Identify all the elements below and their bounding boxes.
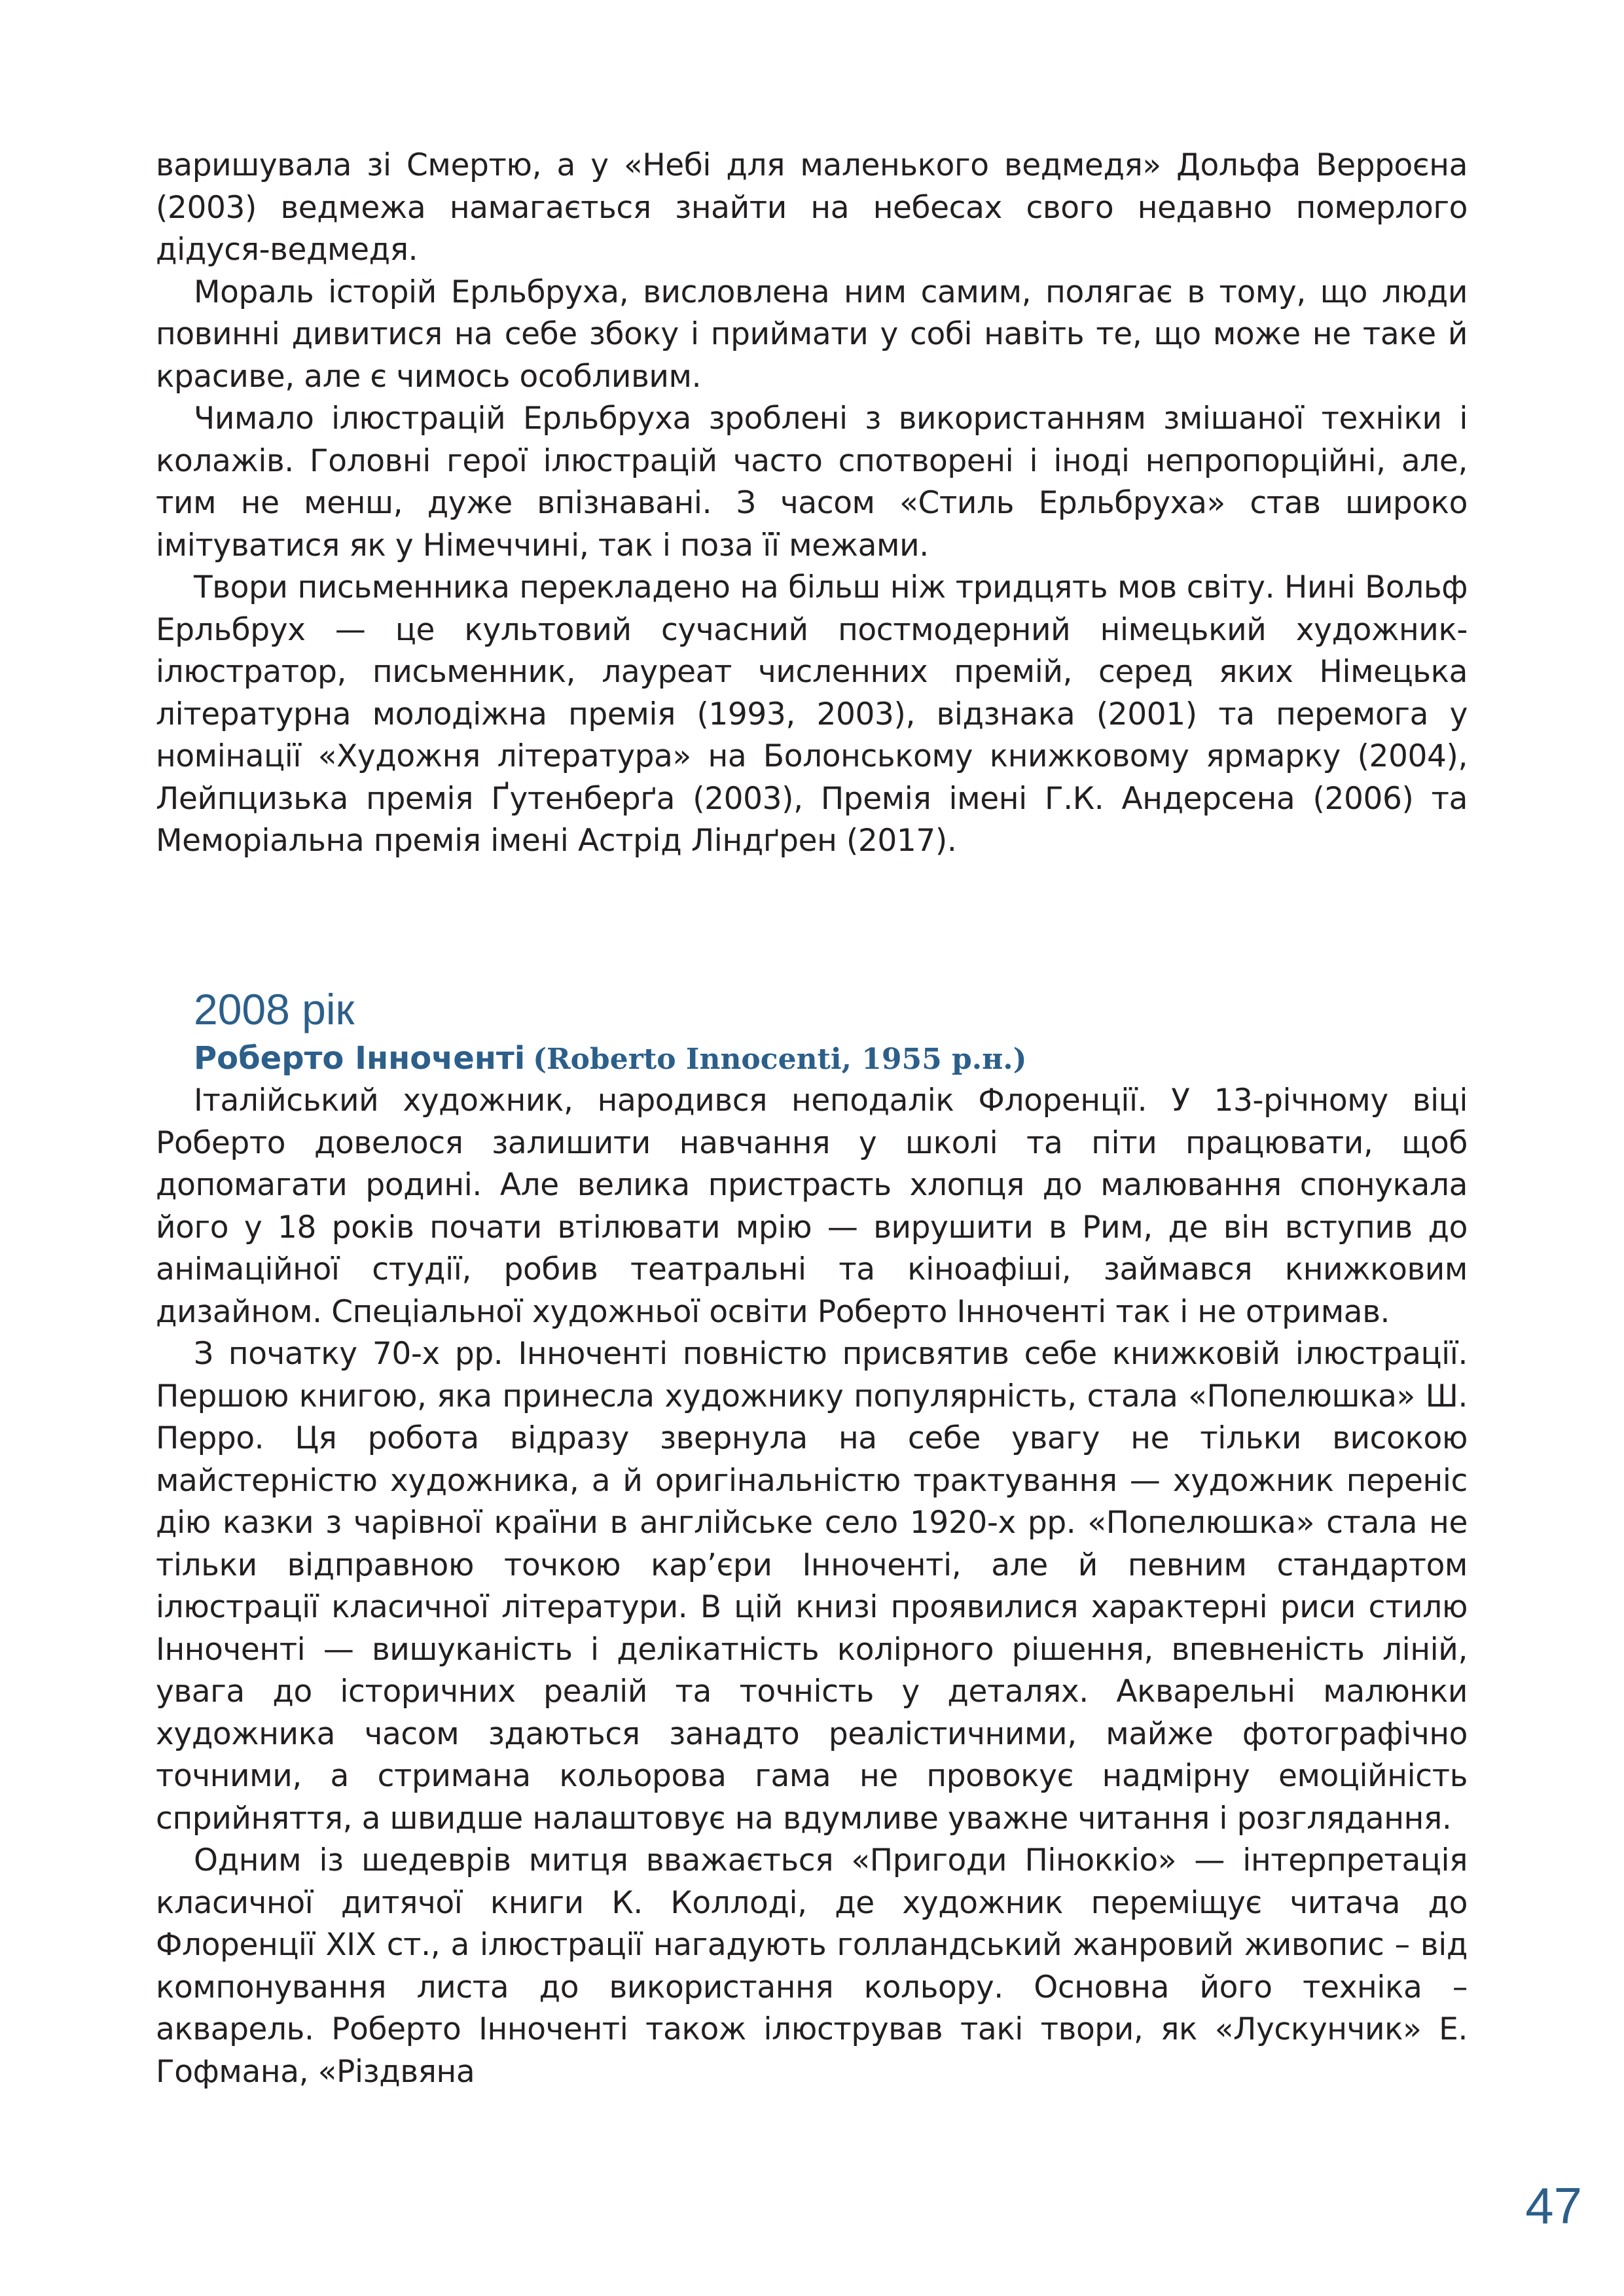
year-heading: 2008 рік (194, 985, 355, 1033)
artist-heading (194, 1037, 1026, 1081)
page-number: 47 (1525, 2177, 1582, 2234)
paragraph: варишувала зі Смертю, а у «Небі для маленького ведмедя» Дольфа Верроєна (2003) ведмежа намагається знайти на небесах свого недавно померлого дідуся-ведмедя. (156, 147, 1468, 268)
section-innocenti (156, 1080, 1468, 2093)
artist-original-name: (Roberto Innocenti, 1955 р.н.) (533, 1043, 1027, 1076)
section-erlbruch-continuation (156, 145, 1468, 863)
paragraph: Твори письменника перекладено на більш ніж тридцять мов світу. Нині Вольф Ерльбрух — це культовий сучасний постмодерний німецький художник-ілюстратор, письменник, лауреат численних премій, серед яких Німецька літературна молодіжна премія (1993, 2003), відзнака (2001) та перемога у номінації «Художня література» на Болонському книжковому ярмарку (2004), Лейпцизька премія Ґутенберґа (2003), Премія імені Г.К. Андерсена (2006) та Меморіальна премія імені Астрід Ліндґрен (2017). (156, 569, 1468, 859)
paragraph: З початку 70-х рр. Інноченті повністю присвятив себе книжковій ілюстрації. Першою книгою, яка принесла художнику популярність, стала «Попелюшка» Ш. Перро. Ця робота відразу звернула на себе увагу не тільки високою майстерністю художника, а й оригінальністю трактування — художник переніс дію казки з чарівної країни в англійське село 1920-х рр. «Попелюшка» стала не тільки відправною точкою кар’єри Інноченті, але й певним стандартом ілюстрації класичної літератури. В цій книзі проявилися характерні риси стилю Інноченті — вишуканість і делікатність колірного рішення, впевненість ліній, увага до історичних реалій та точність у деталях. Акварельні малюнки художника часом здаються занадто реалістичними, майже фотографічно точними, а стримана кольорова гама не провокує надмірну емоційність сприйняття, а швидше налаштовує на вдумливе уважне читання і розглядання. (156, 1336, 1468, 1837)
paragraph: Чимало ілюстрацій Ерльбруха зроблені з використанням змішаної техніки і колажів. Головні герої ілюстрацій часто спотворені і іноді непропорційні, але, тим не менш, дуже впізнавані. З часом «Стиль Ерльбруха» став широко імітуватися як у Німеччині, так і поза її межами. (156, 401, 1468, 564)
paragraph: Італійський художник, народився неподалік Флоренції. У 13-річному віці Роберто довелося залишити навчання у школі та піти працювати, щоб допомагати родині. Але велика пристрасть хлопця до малювання спонукала його у 18 років почати втілювати мрію — вирушити в Рим, де він вступив до анімаційної студії, робив театральні та кіноафіші, займався книжковим дизайном. Спеціальної художньої освіти Роберто Інноченті так і не отримав. (156, 1083, 1468, 1330)
paragraph: Одним із шедеврів митця вважається «Пригоди Пінοккіо» — інтерпретація класичної дитячої книги К. Коллоді, де художник переміщує читача до Флоренції XIX ст., а ілюстрації нагадують голландський жанровий живопис – від компонування листа до використання кольору. Основна його техніка – акварель. Роберто Інноченті також ілюстрував такі твори, як «Лускунчик» Е. Гофмана, «Різдвяна (156, 1842, 1468, 2090)
paragraph: Мораль історій Ерльбруха, висловлена ним самим, полягає в тому, що люди повинні дивитися на себе збоку і приймати у собі навіть те, що може не таке й красиве, але є чимось особливим. (156, 274, 1468, 395)
artist-name: Роберто Інноченті (194, 1040, 526, 1077)
